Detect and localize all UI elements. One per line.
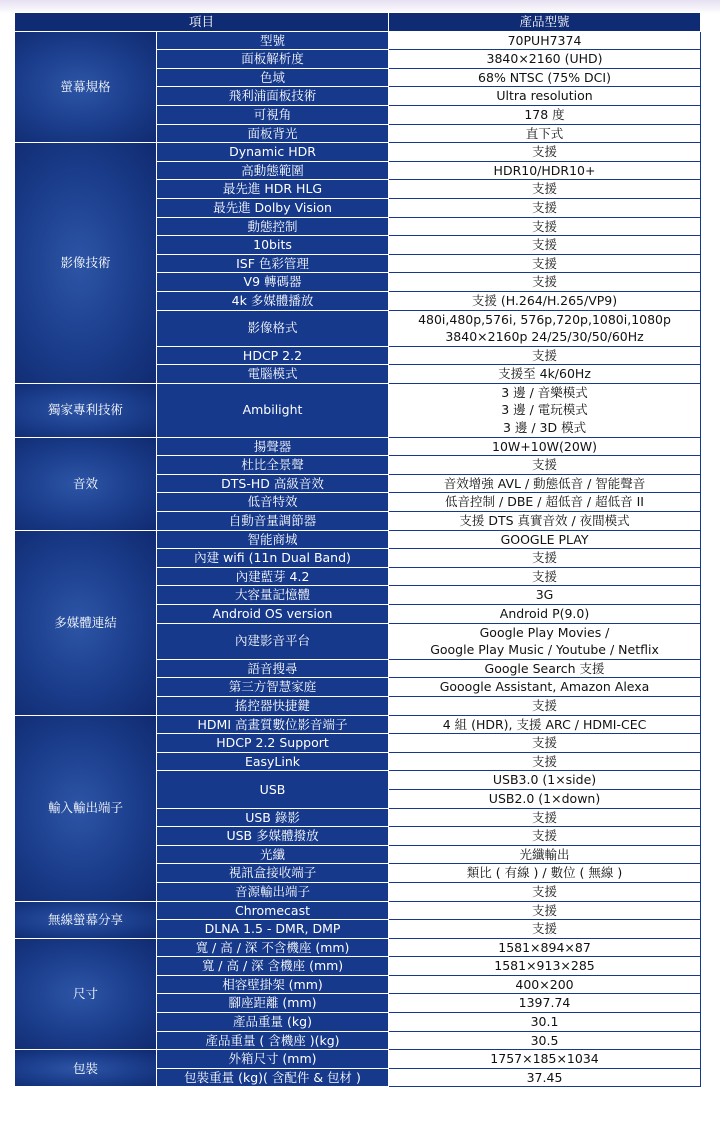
value-cell [389, 273, 701, 292]
value-cell [389, 994, 701, 1013]
value-line: 支援 [532, 457, 558, 473]
value-line: 3 邊 / 音樂模式 [501, 384, 588, 400]
value-cell [389, 567, 701, 586]
value-cell [389, 882, 701, 901]
value-line: Google Search 支援 [484, 660, 605, 676]
value-line: 1757×185×1034 [490, 1051, 599, 1067]
value-cell [389, 920, 701, 939]
value-cell [389, 50, 701, 69]
category-cell: 影像技術 [15, 143, 157, 384]
value-line: 3840×2160p 24/25/30/50/60Hz [445, 329, 644, 345]
value-cell [389, 1050, 701, 1069]
item-cell: 10bits [157, 236, 389, 255]
category-cell: 多媒體連結 [15, 530, 157, 715]
value-cell [389, 975, 701, 994]
item-cell: DTS-HD 高級音效 [157, 474, 389, 493]
spec-body [15, 31, 701, 1087]
value-cell [389, 291, 701, 310]
item-cell: 最先進 HDR HLG [157, 180, 389, 199]
item-cell: 4k 多媒體播放 [157, 291, 389, 310]
item-cell: 動態控制 [157, 217, 389, 236]
spec-row [15, 715, 701, 734]
value-line: 直下式 [525, 125, 564, 141]
value-line: Android P(9.0) [499, 606, 590, 621]
value-line: 音效增強 AVL / 動態低音 / 智能聲音 [443, 475, 646, 491]
item-cell: Chromecast [157, 901, 389, 920]
value-line: 支援 (H.264/H.265/VP9) [471, 292, 618, 308]
category-cell: 獨家專利技術 [15, 383, 157, 437]
value-cell [389, 512, 701, 531]
spec-table [14, 12, 701, 1087]
value-line: 178 度 [524, 106, 565, 122]
value-cell [389, 31, 701, 50]
item-cell: 搖控器快捷鍵 [157, 696, 389, 715]
item-cell: 低音特效 [157, 493, 389, 512]
value-cell [389, 365, 701, 384]
value-cell [389, 105, 701, 124]
item-cell: 揚聲器 [157, 437, 389, 456]
item-cell: 杜比全景聲 [157, 456, 389, 475]
value-line: 支援 [532, 199, 558, 215]
value-cell [389, 827, 701, 846]
category-cell: 包裝 [15, 1050, 157, 1087]
item-cell: EasyLink [157, 752, 389, 771]
item-cell: 光纖 [157, 845, 389, 864]
header-item: 項目 [15, 13, 389, 32]
item-cell: 內建 wifi (11n Dual Band) [157, 549, 389, 568]
value-cell [389, 678, 701, 697]
value-line: 37.45 [526, 1069, 563, 1085]
value-line: 支援 [532, 883, 558, 899]
value-cell [389, 715, 701, 734]
value-cell [389, 1031, 701, 1050]
value-line: 低音控制 / DBE / 超低音 / 超低音 II [445, 494, 644, 510]
value-cell [389, 789, 701, 808]
item-cell: 第三方智慧家庭 [157, 678, 389, 697]
value-line: 類比 ( 有線 ) / 數位 ( 無線 ) [466, 865, 623, 881]
value-cell [389, 901, 701, 920]
value-line: 1397.74 [518, 995, 571, 1011]
item-cell: USB 多媒體撥放 [157, 827, 389, 846]
value-line: 1581×913×285 [494, 958, 595, 974]
value-cell [389, 236, 701, 255]
item-cell: 內建影音平台 [157, 623, 389, 659]
item-cell: 產品重量 ( 含機座 )(kg) [157, 1031, 389, 1050]
value-line: 支援 [532, 237, 558, 253]
value-cell [389, 938, 701, 957]
item-cell: 面板背光 [157, 124, 389, 143]
item-cell: 面板解析度 [157, 50, 389, 69]
spec-row [15, 901, 701, 920]
category-cell: 螢幕規格 [15, 31, 157, 143]
item-cell: USB [157, 771, 389, 808]
value-line: 支援 [532, 828, 558, 844]
spec-row [15, 31, 701, 50]
value-cell [389, 310, 701, 346]
value-cell [389, 124, 701, 143]
value-line: 支援 [532, 735, 558, 751]
item-cell: 寬 / 高 / 深 含機座 (mm) [157, 957, 389, 976]
item-cell: 高動態範圍 [157, 161, 389, 180]
value-line: 支援 [532, 347, 558, 363]
item-cell: V9 轉碼器 [157, 273, 389, 292]
value-line: 光纖輸出 [519, 846, 570, 862]
item-cell: Dynamic HDR [157, 143, 389, 162]
value-cell [389, 474, 701, 493]
value-line: Ultra resolution [496, 88, 593, 104]
value-line: 10W+10W(20W) [492, 438, 598, 454]
item-cell: 可視角 [157, 105, 389, 124]
item-cell: 包裝重量 (kg)( 含配件 & 包材 ) [157, 1068, 389, 1087]
value-line: 支援 [532, 753, 558, 769]
category-cell: 尺寸 [15, 938, 157, 1050]
value-cell [389, 456, 701, 475]
value-line: HDR10/HDR10+ [493, 162, 596, 178]
item-cell: 飛利浦面板技術 [157, 87, 389, 106]
value-line: 支援 [532, 550, 558, 566]
header-row [15, 13, 701, 32]
item-cell: DLNA 1.5 - DMR, DMP [157, 920, 389, 939]
item-cell: 相容壁掛架 (mm) [157, 975, 389, 994]
item-cell: 內建藍芽 4.2 [157, 567, 389, 586]
item-cell: 色域 [157, 68, 389, 87]
value-cell [389, 957, 701, 976]
item-cell: 腳座距離 (mm) [157, 994, 389, 1013]
value-cell [389, 623, 701, 659]
value-line: 支援 [532, 218, 558, 234]
value-line: 400×200 [515, 976, 574, 992]
value-line: 支援 [532, 809, 558, 825]
value-line: 480i,480p,576i, 576p,720p,1080i,1080p [418, 311, 671, 327]
item-cell: 寬 / 高 / 深 不含機座 (mm) [157, 938, 389, 957]
value-cell [389, 143, 701, 162]
value-cell [389, 771, 701, 790]
value-cell [389, 734, 701, 753]
value-cell [389, 605, 701, 624]
value-line: 支援 [532, 902, 558, 918]
item-cell: 最先進 Dolby Vision [157, 198, 389, 217]
item-cell: HDCP 2.2 Support [157, 734, 389, 753]
item-cell: 影像格式 [157, 310, 389, 346]
value-line: 支援 [532, 144, 558, 160]
value-line: 支援 [532, 181, 558, 197]
spec-row [15, 938, 701, 957]
item-cell: HDMI 高畫質數位影音端子 [157, 715, 389, 734]
value-cell [389, 346, 701, 365]
value-line: 30.1 [530, 1014, 559, 1030]
spec-row [15, 383, 701, 437]
value-line: 支援 DTS 真實音效 / 夜間模式 [459, 513, 630, 529]
item-cell: 產品重量 (kg) [157, 1013, 389, 1032]
value-line: USB3.0 (1×side) [492, 772, 597, 788]
value-line: 1581×894×87 [498, 939, 591, 955]
value-cell [389, 1068, 701, 1087]
value-line: 70PUH7374 [507, 32, 582, 48]
item-cell: 音源輸出端子 [157, 882, 389, 901]
item-cell: Ambilight [157, 383, 389, 437]
value-cell [389, 180, 701, 199]
category-cell: 輸入輸出端子 [15, 715, 157, 901]
value-cell [389, 493, 701, 512]
value-cell [389, 383, 701, 437]
value-cell [389, 437, 701, 456]
item-cell: 視訊盒接收端子 [157, 864, 389, 883]
value-line: 3 邊 / 3D 模式 [502, 420, 587, 436]
value-cell [389, 68, 701, 87]
item-cell: HDCP 2.2 [157, 346, 389, 365]
value-line: Google Play Music / Youtube / Netflix [430, 642, 659, 658]
value-line: 3G [535, 587, 554, 603]
value-line: 支援 [532, 274, 558, 290]
header-model: 產品型號 [389, 13, 701, 32]
item-cell: 自動音量調節器 [157, 512, 389, 531]
spec-row [15, 1050, 701, 1069]
item-cell: 語音搜尋 [157, 659, 389, 678]
spec-row [15, 437, 701, 456]
item-cell: 外箱尺寸 (mm) [157, 1050, 389, 1069]
item-cell: 型號 [157, 31, 389, 50]
value-line: 68% NTSC (75% DCI) [478, 69, 611, 85]
value-cell [389, 752, 701, 771]
value-cell [389, 161, 701, 180]
item-cell: Android OS version [157, 605, 389, 624]
spec-row [15, 530, 701, 549]
value-cell [389, 217, 701, 236]
value-line: 4 組 (HDR), 支援 ARC / HDMI-CEC [442, 716, 647, 732]
value-cell [389, 845, 701, 864]
category-cell: 音效 [15, 437, 157, 530]
value-cell [389, 696, 701, 715]
value-cell [389, 87, 701, 106]
item-cell: USB 錄影 [157, 808, 389, 827]
value-line: Google Play Movies / [479, 624, 610, 640]
value-line: 30.5 [530, 1032, 559, 1048]
value-cell [389, 549, 701, 568]
value-line: 3 邊 / 電玩模式 [501, 402, 588, 418]
value-cell [389, 254, 701, 273]
value-line: 支援 [532, 255, 558, 271]
value-line: GOOGLE PLAY [500, 531, 589, 547]
item-cell: 大容量記憶體 [157, 586, 389, 605]
value-cell [389, 530, 701, 549]
value-cell [389, 864, 701, 883]
item-cell: 電腦模式 [157, 365, 389, 384]
value-line: 3840×2160 (UHD) [486, 51, 603, 67]
spec-row [15, 143, 701, 162]
value-line: 支援 [532, 568, 558, 584]
value-cell [389, 659, 701, 678]
value-line: USB2.0 (1×down) [488, 790, 601, 806]
category-cell: 無線螢幕分享 [15, 901, 157, 938]
value-line: 支援 [532, 921, 558, 937]
value-cell [389, 808, 701, 827]
value-cell [389, 1013, 701, 1032]
item-cell: ISF 色彩管理 [157, 254, 389, 273]
value-line: Gooogle Assistant, Amazon Alexa [439, 679, 650, 695]
value-cell [389, 586, 701, 605]
value-line: 支援至 4k/60Hz [498, 366, 591, 382]
value-cell [389, 198, 701, 217]
item-cell: 智能商城 [157, 530, 389, 549]
value-line: 支援 [532, 697, 558, 713]
